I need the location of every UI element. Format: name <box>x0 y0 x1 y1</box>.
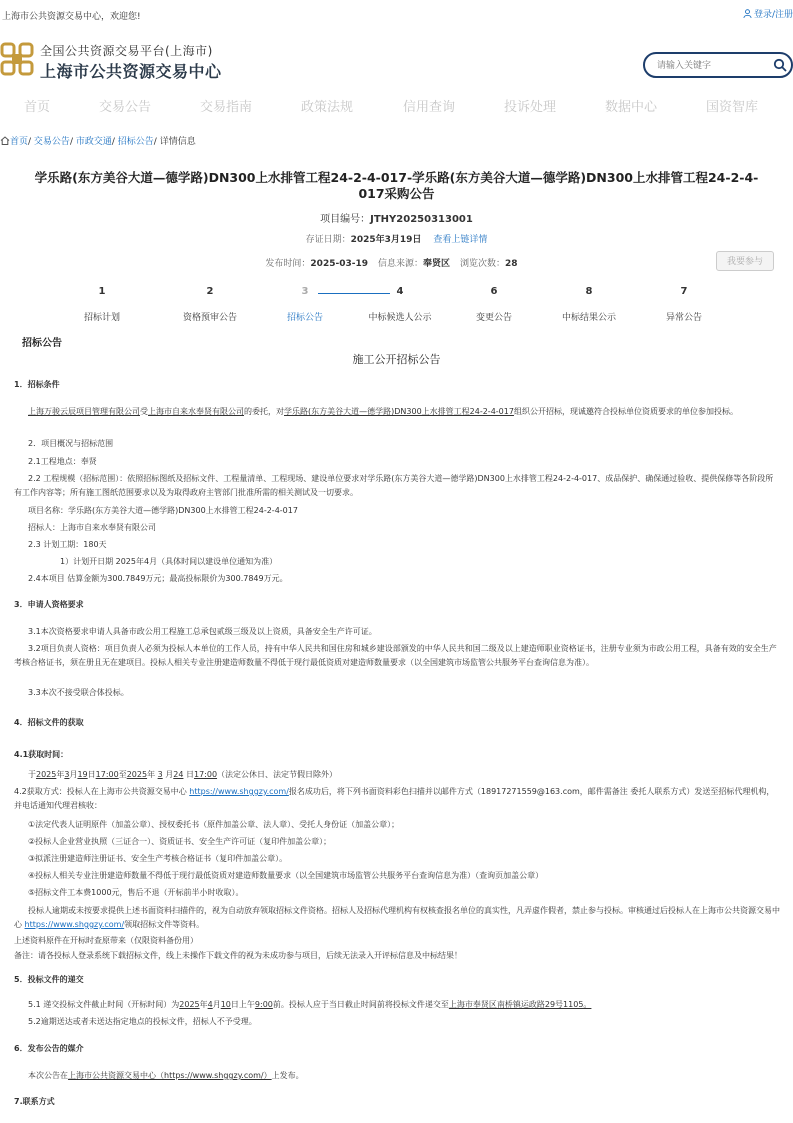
text: 年 <box>147 770 158 779</box>
text: 月 <box>212 1000 221 1009</box>
text: 组织公开招标，现诚邀符合投标单位资质要求的单位参加投标。 <box>513 407 738 416</box>
text: 日 <box>87 770 96 779</box>
nav-complaint[interactable]: 投诉处理 <box>504 100 557 115</box>
step-number: 2 <box>206 286 214 297</box>
text: 月 <box>69 770 78 779</box>
agency-name: 上海万骏云辰项目管理有限公司 <box>28 407 140 416</box>
tenderer-name: 上海市自来水奉贤有限公司 <box>148 407 244 416</box>
breadcrumb-trade-notice[interactable]: 交易公告 <box>33 137 70 147</box>
section-1-heading: 1．招标条件 <box>14 380 60 389</box>
text: 上海市奉贤区南桥镇运政路29号1105。 <box>448 1000 592 1009</box>
process-steps <box>0 286 793 326</box>
text: 2025 <box>179 1000 200 1009</box>
website-link[interactable]: https://www.shggzy.com/ <box>189 787 289 796</box>
step-candidates[interactable] <box>350 286 450 323</box>
step-change[interactable] <box>444 286 544 323</box>
views-value: 28 <box>505 259 518 269</box>
text: 至 <box>118 770 127 779</box>
top-bar <box>0 0 793 26</box>
line-2-3: 2.3 计划工期：180天 <box>28 540 107 549</box>
login-label[interactable]: 登录/注册 <box>753 10 793 20</box>
views-label: 浏览次数： <box>460 259 506 269</box>
text: 24 <box>173 770 184 779</box>
line-6-1 <box>28 1069 304 1083</box>
nav-home[interactable]: 首页 <box>24 100 51 115</box>
step-plan[interactable] <box>52 286 152 323</box>
text: 的委托，对 <box>244 407 284 416</box>
line-4-2 <box>14 785 780 813</box>
evidence-date: 2025年3月19日 <box>350 235 422 245</box>
home-icon <box>0 136 10 145</box>
page-title: 学乐路(东方美谷大道—德学路)DN300上水排管工程24-2-4-017-学乐路(东方美谷大道—德学路)DN300上水排管工程24-2-4-017采购公告 <box>34 170 759 201</box>
line-start-date: 1）计划开日期 2025年4月（具体时间以建设单位通知为准） <box>60 557 278 566</box>
step-label: 中标结果公示 <box>561 313 616 323</box>
join-button[interactable]: 我要参与 <box>716 251 774 271</box>
nav-trade-guide[interactable]: 交易指南 <box>200 100 253 115</box>
text: 投标人逾期或未按要求提供上述书面资料扫描件的，视为自动放弃领取招标文件资格。招标人及招标代理机构有权核查报名单位的真实性，凡弄虚作假者，禁止参与投标。审核通过后投标人在上海市公共资源交易中心 <box>14 906 780 929</box>
text: 2025 <box>36 770 57 779</box>
project-number-label: 项目编号： <box>320 214 371 225</box>
document-title: 施工公开招标公告 <box>352 353 441 366</box>
breadcrumb-detail: 详情信息 <box>159 137 196 147</box>
text: 17:00 <box>95 770 119 779</box>
step-number: 8 <box>585 286 593 297</box>
nav-data-center[interactable]: 数据中心 <box>605 100 658 115</box>
item-2: ②投标人企业营业执照（三证合一）、资质证书、安全生产许可证（复印件加盖公章）； <box>28 837 332 846</box>
nav-policy[interactable]: 政策法规 <box>301 100 354 115</box>
text: 5.1 递交投标文件截止时间（开标时间）为 <box>28 1000 180 1009</box>
paragraph-1 <box>14 405 780 419</box>
user-icon <box>743 9 752 18</box>
text: 受 <box>140 407 148 416</box>
text: 前。投标人应于当日截止时间前将投标文件递交至 <box>272 1000 449 1009</box>
chain-detail-link[interactable]: 查看上链详情 <box>433 235 488 245</box>
step-label: 招标公告 <box>286 313 323 323</box>
line-2-4: 2.4本项目 估算金额为300.7849万元；最高投标限价为300.7849万元。 <box>28 574 288 583</box>
site-header <box>0 40 793 84</box>
text: 年 <box>199 1000 208 1009</box>
step-number: 1 <box>98 286 106 297</box>
section-7-heading: 7.联系方式 <box>14 1097 55 1106</box>
line-2-1: 2.1工程地点：奉贤 <box>28 457 97 466</box>
source-value: 奉贤区 <box>423 259 451 269</box>
item-4: ④投标人相关专业注册建造师数量不得低于现行最低资质对建造师数量要求（以全国建筑市场监管公共服务平台查询信息为准）（查询页加盖公章） <box>28 871 544 880</box>
nav-trade-notice[interactable]: 交易公告 <box>99 100 152 115</box>
line-3-1: 3.1本次资格要求申请人具备市政公用工程施工总承包贰级三级及以上资质，具备安全生产许可证。 <box>28 627 377 636</box>
text: 4 <box>207 1000 213 1009</box>
text: 17:00 <box>193 770 218 779</box>
item-5: ⑤招标文件工本费1000元，售后不退（开标前半小时收取）。 <box>28 888 244 897</box>
text: 10 <box>220 1000 231 1009</box>
login-link[interactable] <box>743 7 793 20</box>
section-6-heading: 6．发布公告的媒介 <box>14 1044 84 1053</box>
logo-icon <box>0 42 34 76</box>
step-number: 3 <box>301 286 309 297</box>
text: 于 <box>28 770 36 779</box>
evidence-info <box>0 232 793 245</box>
line-3-3: 3.3本次不接受联合体投标。 <box>28 688 129 697</box>
step-label: 招标计划 <box>83 313 120 323</box>
evidence-label: 存证日期： <box>305 235 351 245</box>
text: 19 <box>77 770 88 779</box>
publish-time: 2025-03-19 <box>310 259 368 269</box>
source-label: 信息来源： <box>378 259 424 269</box>
site-subtitle: 全国公共资源交易平台(上海市) <box>40 44 213 58</box>
line-5-1 <box>28 998 591 1012</box>
line-4-note <box>14 904 780 932</box>
breadcrumb: 首页/ 交易公告/ 市政交通/ 招标公告/ 详情信息 <box>0 134 196 147</box>
item-3: ③拟派注册建造师注册证书、安全生产考核合格证书（复印件加盖公章）。 <box>28 854 288 863</box>
website-link[interactable]: https://www.shggzy.com/ <box>24 920 125 929</box>
step-label: 资格预审公告 <box>182 313 237 323</box>
text: （法定公休日、法定节假日除外） <box>217 770 338 779</box>
line-originals: 上述资料原件在开标时查原带来（仅限资料备份用） <box>14 936 198 945</box>
text: 报名成功后，将下列书面资料彩色扫描并以邮件方式（18917271559@163.com，邮件需备注 委托人联系方式）发送至招标代理机构，并电话通知代理君核收： <box>14 787 775 810</box>
line-remark: 备注：请各投标人登录系统下载招标文件，线上未操作下载文件的视为未成功参与项目，后续无法录入开评标信息及中标结果！ <box>14 951 462 960</box>
text: 领取招标文件等资料。 <box>124 920 205 929</box>
step-tender-notice[interactable] <box>255 286 355 323</box>
line-5-2: 5.2逾期送达或者未送达指定地点的投标文件，招标人不予受理。 <box>28 1017 257 1026</box>
breadcrumb-home[interactable]: 首页 <box>10 137 29 147</box>
project-number <box>0 210 793 225</box>
nav-credit[interactable]: 信用查询 <box>403 100 456 115</box>
step-number: 7 <box>680 286 688 297</box>
text: 本次公告在 <box>28 1071 68 1080</box>
nav-think-tank[interactable]: 国资智库 <box>706 100 759 115</box>
text: 日 <box>183 770 194 779</box>
text: 9:00 <box>254 1000 273 1009</box>
step-number: 4 <box>396 286 404 297</box>
item-1: ①法定代表人证明原件（加盖公章）、授权委托书（原件加盖公章、法人章）、受托人身份证（加盖公章）； <box>28 820 400 829</box>
publish-label: 发布时间： <box>265 259 311 269</box>
text: 上海市公共资源交易中心（https://www.shggzy.com/） <box>68 1071 272 1080</box>
text: 3 <box>64 770 70 779</box>
line-4-time <box>28 768 337 782</box>
step-result[interactable] <box>539 286 639 323</box>
section-heading: 招标公告 <box>22 338 62 349</box>
text: 年 <box>56 770 65 779</box>
text: 3 <box>157 770 163 779</box>
project-name: 学乐路(东方美谷大道—德学路)DN300上水排管工程24-2-4-017 <box>284 407 514 416</box>
breadcrumb-tender[interactable]: 招标公告 <box>117 137 154 147</box>
welcome-text: 上海市公共资源交易中心，欢迎您! <box>2 12 141 22</box>
step-prequal[interactable] <box>160 286 260 323</box>
line-tenderer: 招标人：上海市自来水奉贤有限公司 <box>28 523 156 532</box>
text: 4.2获取方式：投标人在上海市公共资源交易中心 <box>14 787 190 796</box>
text: 上发布。 <box>271 1071 304 1080</box>
line-2: 2．项目概况与招标范围 <box>28 439 114 448</box>
line-4-1: 4.1获取时间： <box>14 750 69 759</box>
notice-meta <box>0 256 793 269</box>
line-3-2: 3.2项目负责人资格：项目负责人必须为投标人本单位的工作人员，持有中华人民共和国住房和城乡建设部颁发的中华人民共和国二级及以上建造师职业资格证书，注册专业须为市政公用工程，具备有效的安全生产考核合格证书，须在册且无在建项目。投标人相关专业注册建造师数量不得低于现行最低资质对建造师数量要求（以全国建筑市场监管公共服务平台查询信息为准）。 <box>14 644 777 667</box>
search-box <box>643 52 793 78</box>
main-nav <box>0 96 793 118</box>
step-number: 6 <box>490 286 498 297</box>
site-title: 上海市公共资源交易中心 <box>40 62 222 81</box>
line-2-2: 2.2 工程规模（招标范围）：依照招标图纸及招标文件、工程量清单、工程现场、建设单位要求对学乐路(东方美谷大道—德学路)DN300上水排管工程24-2-4-017、成品保护、确保通过验收、提供保修等各阶段所有工作内容等；所有施工图纸范围要求以及为取得政府主管部门批准所需的相关测试及一切要求。 <box>14 474 774 497</box>
section-5-heading: 5．投标文件的递交 <box>14 975 84 984</box>
line-project-name: 项目名称：学乐路(东方美谷大道—德学路)DN300上水排管工程24-2-4-017 <box>28 506 298 515</box>
breadcrumb-municipal[interactable]: 市政交通 <box>75 137 112 147</box>
step-abnormal[interactable] <box>634 286 734 323</box>
step-label: 异常公告 <box>665 313 702 323</box>
search-input[interactable] <box>655 57 769 75</box>
project-number-value: JTHY20250313001 <box>370 214 473 225</box>
step-label: 变更公告 <box>475 313 512 323</box>
text: 月 <box>162 770 174 779</box>
section-4-heading: 4．招标文件的获取 <box>14 718 84 727</box>
text: 日上午 <box>230 1000 255 1009</box>
step-label: 中标候选人公示 <box>368 313 432 323</box>
section-3-heading: 3．申请人资格要求 <box>14 600 84 609</box>
search-icon[interactable] <box>773 58 787 72</box>
text: 2025 <box>126 770 148 779</box>
